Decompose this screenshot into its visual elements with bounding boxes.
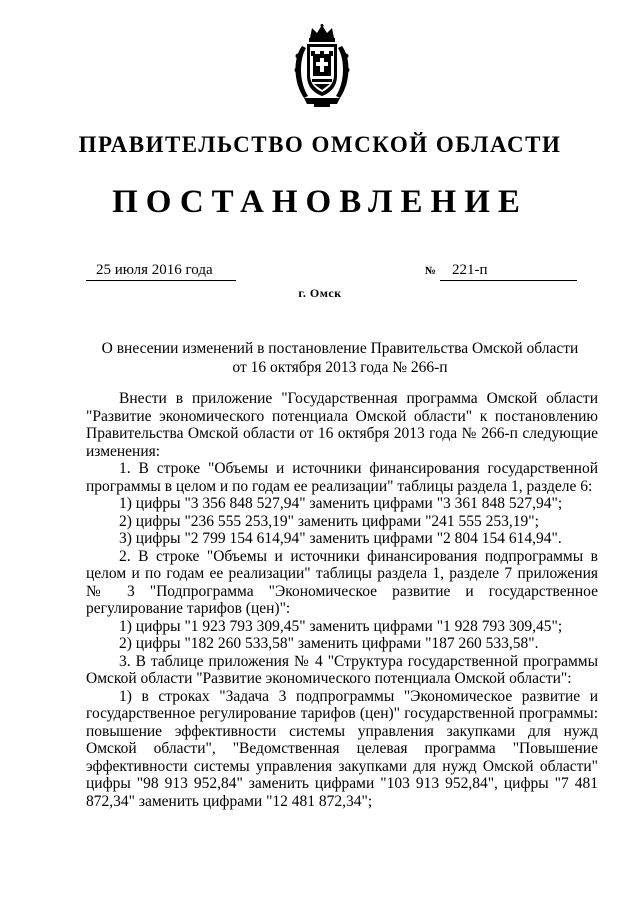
paragraph-item-3-1: 1) в строках "Задача 3 подпрограммы "Экономическое развитие и государственное регулирование тарифов (цен)" государственной программы: повышение эффективности системы управления закупками для нужд Омской области", "Ведомственная целевая программа "Повышение эффективности системы управления закупками для нужд Омской области" цифры "98 913 952,84" заменить цифрами "103 913 952,84", цифры "7 481 872,34" заменить цифрами "12 481 872,34"; [86, 687, 598, 810]
decree-number: 221-п [452, 262, 488, 278]
coat-of-arms-icon [290, 24, 354, 108]
subject-line-2: от 16 октября 2013 года № 266-п [232, 359, 448, 376]
paragraph-item-2-2: 2) цифры "182 260 533,58" заменить цифрами "187 260 533,58". [119, 635, 539, 652]
subject-line-1: О внесении изменений в постановление Правительства Омской области [101, 340, 579, 357]
paragraph-item-1: 1. В строке "Объемы и источники финансирования государственной программы в целом и по годам ее реализации" таблицы раздела 1, разделе 6: [86, 460, 598, 495]
paragraph-item-3: 3. В таблице приложения № 4 "Структура государственной программы Омской области "Развитие экономического потенциала Омской области": [86, 652, 598, 687]
decree-subject [90, 339, 590, 377]
government-title: ПРАВИТЕЛЬСТВО ОМСКОЙ ОБЛАСТИ [78, 132, 562, 157]
document-type-title: ПОСТАНОВЛЕНИЕ [112, 184, 528, 220]
paragraph-item-2: 2. В строке "Объемы и источники финансирования подпрограммы в целом и по годам ее реализации" таблицы раздела 1, разделе 7 приложения № 3 "Подпрограмма "Экономическое развитие и государственное регулирование тарифов (цен)": [86, 547, 598, 617]
paragraph-item-1-1: 1) цифры "3 356 848 527,94" заменить цифрами "3 361 848 527,94"; [119, 495, 563, 512]
date-field [86, 261, 236, 281]
paragraph-item-1-3: 3) цифры "2 799 154 614,94" заменить цифрами "2 804 154 614,94". [119, 530, 562, 547]
paragraph-item-2-1: 1) цифры "1 923 793 309,45" заменить цифрами "1 928 793 309,45"; [119, 617, 563, 635]
number-field [440, 261, 577, 281]
paragraph-item-1-2: 2) цифры "236 555 253,19" заменить цифрами "241 555 253,19"; [119, 512, 539, 530]
number-label: № [425, 265, 437, 277]
decree-date: 25 июля 2016 года [96, 262, 213, 278]
decree-body [86, 390, 598, 810]
paragraph-intro: Внести в приложение "Государственная программа Омской области "Развитие экономического потенциала Омской области" к постановлению Правительства Омской области от 16 октября 2013 года № 266-п следующие изменения: [86, 390, 598, 460]
city-label: г. Омск [298, 286, 342, 300]
